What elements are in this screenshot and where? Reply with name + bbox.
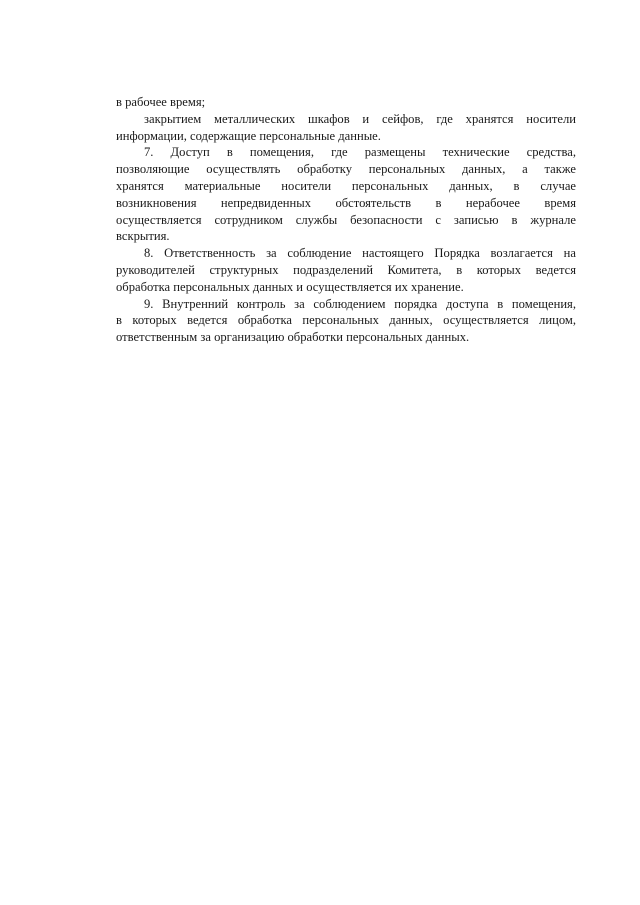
text-line: обработка персональных данных и осуществляется их хранение. xyxy=(116,279,464,294)
text-line: ответственным за организацию обработки персональных данных. xyxy=(116,330,470,345)
text-line: 7. Доступ в помещения, где размещены технические средства, xyxy=(144,145,576,160)
text-line: информации, содержащие персональные данные. xyxy=(116,128,381,143)
text-line: позволяющие осуществлять обработку персональных данных, а также xyxy=(116,162,576,177)
text-line: в которых ведется обработка персональных данных, осуществляется лицом, xyxy=(116,313,576,328)
text-line: 8. Ответственность за соблюдение настоящего Порядка возлагается на xyxy=(144,246,576,261)
text-line: руководителей структурных подразделений Комитета, в которых ведется xyxy=(116,262,576,277)
text-line: хранятся материальные носители персональных данных, в случае xyxy=(116,178,576,193)
text-line: вскрытия. xyxy=(116,229,170,244)
text-line: 9. Внутренний контроль за соблюдением порядка доступа в помещения, xyxy=(144,296,576,311)
text-line: осуществляется сотрудником службы безопасности с записью в журнале xyxy=(116,212,576,227)
text-line: в рабочее время; xyxy=(116,95,206,109)
text-line: возникновения непредвиденных обстоятельств в нерабочее время xyxy=(116,195,576,210)
document-body xyxy=(116,94,576,346)
text-line: закрытием металлических шкафов и сейфов, где хранятся носители xyxy=(144,111,576,126)
